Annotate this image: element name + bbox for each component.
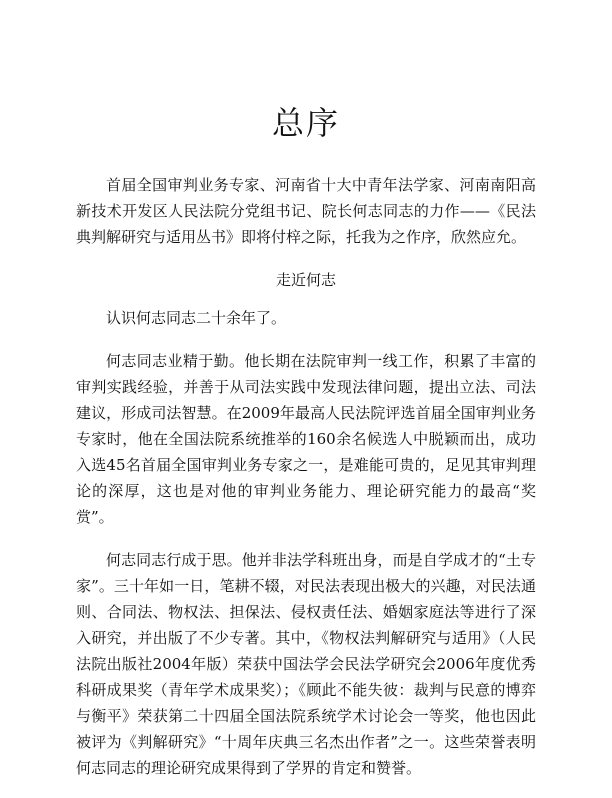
document-body [76, 172, 536, 798]
body-paragraph: 认识何志同志二十余年了。 [106, 309, 287, 327]
body-paragraph: 何志同志业精于勤。他长期在法院审判一线工作，积累了丰富的审判实践经验，并善于从司法实践中发现法律问题，提出立法、司法建议，形成司法智慧。在2009年最高人民法院评选首届全国审判业务专家时，他在全国法院系统推举的160余名候选人中脱颖而出，成功入选45名首届全国审判业务专家之一，是难能可贵的，足见其审判理论的深厚，这也是对他的审判业务能力、理论研究能力的最高“奖赏”。 [76, 352, 536, 526]
body-paragraph: 何志同志行成于思。他并非法学科班出身，而是自学成才的“土专家”。三十年如一日，笔耕不辍，对民法表现出极大的兴趣，对民法通则、合同法、物权法、担保法、侵权责任法、婚姻家庭法等进行了深入研究，并出版了不少专著。其中，《物权法判解研究与适用》（人民法院出版社2004年版）荣获中国法学会民法学研究会2006年度优秀科研成果奖（青年学术成果奖）；《顾此不能失彼：裁判与民意的博弈与衡平》荣获第二十四届全国法院系统学术讨论会一等奖，他也因此被评为《判解研究》“十周年庆典三名杰出作者”之一。这些荣誉表明何志同志的理论研究成果得到了学界的肯定和赞誉。 [76, 551, 536, 777]
section-heading: 走近何志 [275, 271, 336, 289]
intro-paragraph: 首届全国审判业务专家、河南省十大中青年法学家、河南南阳高新技术开发区人民法院分党组书记、院长何志同志的力作——《民法典判解研究与适用丛书》即将付梓之际，托我为之作序，欣然应允。 [76, 176, 536, 246]
page-title: 总序 [271, 104, 340, 142]
